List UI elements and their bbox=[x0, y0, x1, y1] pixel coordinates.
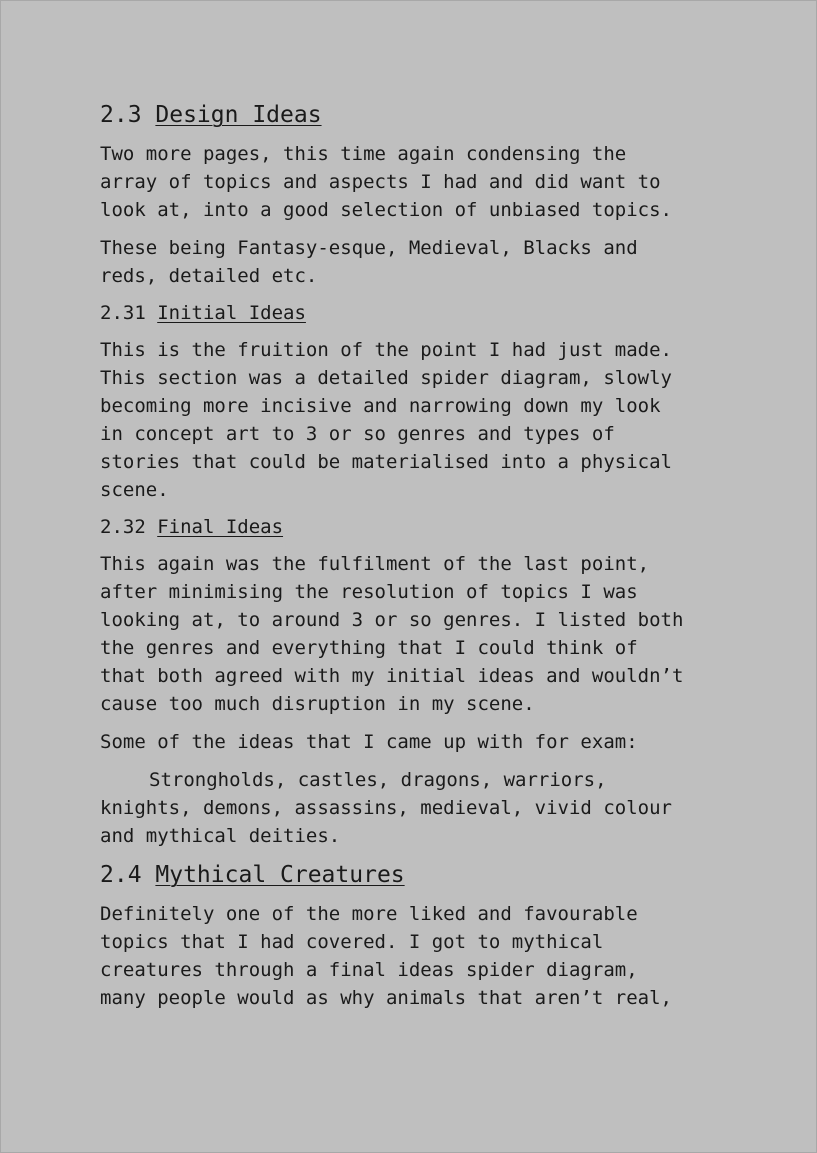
text-line: looking at, to around 3 or so genres. I listed both bbox=[100, 609, 684, 631]
paragraph-mythical bbox=[100, 900, 740, 1012]
text-line: Definitely one of the more liked and favourable bbox=[100, 903, 638, 925]
text-line: and mythical deities. bbox=[100, 825, 341, 847]
text-line: that both agreed with my initial ideas and wouldn’t bbox=[100, 665, 684, 687]
text-line: the genres and everything that I could think of bbox=[100, 637, 638, 659]
paragraph-ideas-list bbox=[100, 766, 740, 850]
text-line: These being Fantasy-esque, Medieval, Blacks and bbox=[100, 237, 638, 259]
paragraph-fantasy bbox=[100, 234, 740, 290]
text-line: many people would as why animals that aren’t real, bbox=[100, 987, 672, 1009]
text-line: This section was a detailed spider diagram, slowly bbox=[100, 367, 672, 389]
section-number: 2.32 bbox=[100, 516, 158, 538]
text-line: stories that could be materialised into a physical bbox=[100, 451, 672, 473]
paragraph-ideas-intro bbox=[100, 728, 740, 756]
section-number: 2.3 bbox=[100, 102, 156, 128]
section-number: 2.4 bbox=[100, 862, 156, 888]
section-title: Initial Ideas bbox=[157, 302, 306, 324]
heading-mythical-creatures bbox=[100, 860, 740, 890]
text-line: cause too much disruption in my scene. bbox=[100, 693, 535, 715]
heading-final-ideas bbox=[100, 514, 740, 540]
text-line: in concept art to 3 or so genres and types of bbox=[100, 423, 615, 445]
text-line: This is the fruition of the point I had just made. bbox=[100, 339, 672, 361]
page-content bbox=[100, 100, 740, 1022]
section-title: Final Ideas bbox=[157, 516, 284, 538]
text-line: Two more pages, this time again condensing the bbox=[100, 143, 627, 165]
text-line: reds, detailed etc. bbox=[100, 265, 318, 287]
text-line: after minimising the resolution of topics I was bbox=[100, 581, 638, 603]
text-line: This again was the fulfilment of the last point, bbox=[100, 553, 650, 575]
paragraph-condensing bbox=[100, 140, 740, 224]
text-line: Some of the ideas that I came up with for exam: bbox=[100, 731, 638, 753]
paragraph-fulfilment bbox=[100, 550, 740, 718]
paragraph-fruition bbox=[100, 336, 740, 504]
text-line: topics that I had covered. I got to mythical bbox=[100, 931, 604, 953]
heading-initial-ideas bbox=[100, 300, 740, 326]
section-number: 2.31 bbox=[100, 302, 158, 324]
section-title: Design Ideas bbox=[155, 102, 322, 128]
text-line: creatures through a final ideas spider diagram, bbox=[100, 959, 638, 981]
text-line: scene. bbox=[100, 479, 169, 501]
heading-design-ideas bbox=[100, 100, 740, 130]
text-line: becoming more incisive and narrowing down my look bbox=[100, 395, 661, 417]
section-title: Mythical Creatures bbox=[155, 862, 405, 888]
text-line: Strongholds, castles, dragons, warriors, bbox=[149, 769, 607, 791]
text-line: knights, demons, assassins, medieval, vivid colour bbox=[100, 797, 672, 819]
text-line: look at, into a good selection of unbiased topics. bbox=[100, 199, 672, 221]
text-line: array of topics and aspects I had and did want to bbox=[100, 171, 661, 193]
